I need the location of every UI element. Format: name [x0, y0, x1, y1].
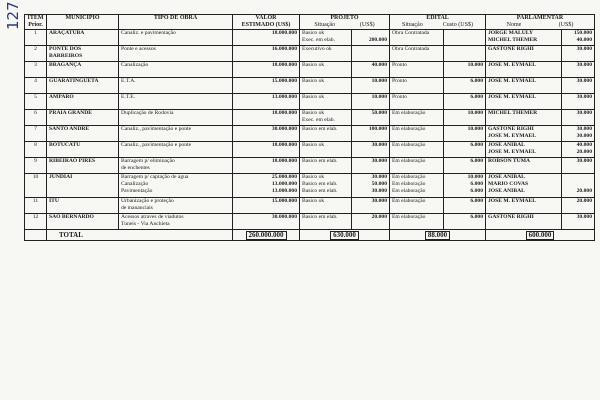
total-parlamentar [486, 230, 595, 241]
projeto-us-cell: 10.000 [352, 78, 390, 94]
edital-situacao-cell: Em elaboração [390, 198, 444, 214]
total-parlamentar-value: 600.000 [526, 231, 555, 240]
tipo-cell: Duplicação de Rodovia [119, 110, 233, 126]
total-label-cell [47, 230, 233, 241]
valor-cell: 15.000.000 [233, 78, 300, 94]
municipio-cell: RIBEIRAO PIRES [47, 158, 119, 174]
edital-situacao-cell: Pronto [390, 94, 444, 110]
item-number: 7 [25, 126, 47, 142]
parlamentar-us-cell: 30.000 [562, 46, 595, 62]
parlamentar-us-cell: 20.000 [562, 198, 595, 214]
edital-situacao-cell: Em elaboração [390, 126, 444, 142]
projeto-us-cell: 30.000 [352, 142, 390, 158]
projeto-situacao-cell: Basico ok [300, 62, 352, 78]
projeto-us-cell: 30.000 50.000 30.000 [352, 174, 390, 198]
valor-cell: 30.000.000 [233, 126, 300, 142]
handwritten-page-number: 127 [4, 1, 22, 30]
projeto-situacao-cell: Basico ok [300, 78, 352, 94]
header-projeto: PROJETO Situação (US$) [300, 15, 390, 30]
table-row [25, 30, 595, 46]
header-municipio: MUNICIPIO [47, 15, 119, 30]
projeto-us-cell: 30.000 [352, 158, 390, 174]
valor-cell: 18.000.000 [233, 142, 300, 158]
total-edital-value: 88.000 [425, 231, 450, 240]
projeto-us-cell: 10.000 [352, 94, 390, 110]
parlamentar-nome-cell: JOSE ANIBAL MARIO COVAS JOSE ANIBAL [486, 174, 562, 198]
edital-custo-cell: 10.000 6.000 6.000 [444, 174, 486, 198]
parlamentar-us-cell: 150.000 40.000 [562, 30, 595, 46]
parlamentar-us-cell: 30.000 [562, 62, 595, 78]
header-row-top [25, 15, 595, 30]
table-row [25, 198, 595, 214]
total-row [25, 230, 595, 241]
parlamentar-nome-cell: GASTONE RIGHI JOSE M. EYMAEL [486, 126, 562, 142]
edital-situacao-cell: Obra Contratada [390, 30, 444, 46]
item-number: 6 [25, 110, 47, 126]
table-row [25, 126, 595, 142]
parlamentar-nome-cell: JOSE M. EYMAEL [486, 94, 562, 110]
parlamentar-us-cell: 20.000 [562, 174, 595, 198]
parlamentar-us-cell: 30.000 [562, 94, 595, 110]
works-table [24, 14, 595, 241]
municipio-cell: PONTE DOS BARREIROS [47, 46, 119, 62]
tipo-cell: E.T.E. [119, 94, 233, 110]
item-number: 9 [25, 158, 47, 174]
header-edital: EDITAL Situação Custo (US$) [390, 15, 486, 30]
item-number: 10 [25, 174, 47, 198]
tipo-cell: Barragem p/ captação de agua Canalização Pavimentação [119, 174, 233, 198]
municipio-cell: BRAGANÇA [47, 62, 119, 78]
total-label: TOTAL [59, 230, 83, 239]
table-row [25, 62, 595, 78]
projeto-us-cell: 20.000 [352, 214, 390, 230]
valor-cell: 25.000.000 13.000.000 13.000.000 [233, 174, 300, 198]
header-tipo: TIPO DE OBRA [119, 15, 233, 30]
projeto-situacao-cell: Basico ok [300, 94, 352, 110]
tipo-cell: Canaliz., pavimentação e ponte [119, 142, 233, 158]
edital-situacao-cell: Em elaboração [390, 214, 444, 230]
table-row [25, 94, 595, 110]
parlamentar-us-cell: 40.000 20.000 [562, 142, 595, 158]
projeto-us-cell: 40.000 [352, 62, 390, 78]
parlamentar-nome-cell: JORGE MALULY MICHEL THEMER [486, 30, 562, 46]
edital-custo-cell: 6.000 [444, 94, 486, 110]
municipio-cell: SAO BERNARDO [47, 214, 119, 230]
total-valor-value: 260.000.000 [246, 231, 287, 240]
municipio-cell: BOTUCATU [47, 142, 119, 158]
edital-custo-cell [444, 30, 486, 46]
projeto-situacao-cell: Basico em elab. [300, 126, 352, 142]
edital-situacao-cell: Pronto [390, 62, 444, 78]
parlamentar-nome-cell: ROBSON TUMA [486, 158, 562, 174]
projeto-situacao-cell: Basico em elab. [300, 158, 352, 174]
tipo-cell: Canaliz., pavimentação e ponte [119, 126, 233, 142]
parlamentar-us-cell: 30.000 [562, 78, 595, 94]
edital-custo-cell: 10.000 [444, 62, 486, 78]
edital-custo-cell: 10.000 [444, 126, 486, 142]
table-row [25, 110, 595, 126]
table-row [25, 46, 595, 62]
item-number: 4 [25, 78, 47, 94]
projeto-situacao-cell: Basico ok [300, 198, 352, 214]
projeto-situacao-cell: Basico em elab. [300, 214, 352, 230]
table-row [25, 78, 595, 94]
projeto-situacao-cell: Executivo ok [300, 46, 352, 62]
total-edital [390, 230, 486, 241]
projeto-situacao-cell: Basico ok Basico em elab. Basico em elab. [300, 174, 352, 198]
edital-custo-cell: 6.000 [444, 142, 486, 158]
total-valor [233, 230, 300, 241]
item-number: 8 [25, 142, 47, 158]
projeto-situacao-cell: Basico ok Exec. em elab. [300, 30, 352, 46]
table-row [25, 158, 595, 174]
municipio-cell: AMPARO [47, 94, 119, 110]
municipio-cell: JUNDIAI [47, 174, 119, 198]
tipo-cell: Barragem p/ eliminação de enchentes [119, 158, 233, 174]
edital-situacao-cell: Em elaboração [390, 158, 444, 174]
parlamentar-nome-cell: JOSE M. EYMAEL [486, 78, 562, 94]
total-projeto [300, 230, 390, 241]
edital-situacao-cell: Em elaboração Em elaboração Em elaboração [390, 174, 444, 198]
edital-custo-cell: 6.000 [444, 158, 486, 174]
municipio-cell: GUARATINGUETA [47, 78, 119, 94]
header-valor: VALOR ESTIMADO (US$) [233, 15, 300, 30]
tipo-cell: Acessos atraves de viadutos Tuneis - Via Anchieta [119, 214, 233, 230]
projeto-us-cell: 100.000 [352, 126, 390, 142]
projeto-situacao-cell: Basico ok [300, 142, 352, 158]
item-number: 5 [25, 94, 47, 110]
edital-situacao-cell: Obra Contratada [390, 46, 444, 62]
tipo-cell: Canaliz. e pavimentação [119, 30, 233, 46]
valor-cell: 30.000.000 [233, 214, 300, 230]
parlamentar-nome-cell: JOSE M. EYMAEL [486, 198, 562, 214]
table-row [25, 214, 595, 230]
valor-cell: 15.000.000 [233, 198, 300, 214]
tipo-cell: Ponte e acessos [119, 46, 233, 62]
total-projeto-value: 630.000 [330, 231, 359, 240]
item-number: 2 [25, 46, 47, 62]
valor-cell: 13.000.000 [233, 94, 300, 110]
parlamentar-us-cell: 30.000 [562, 158, 595, 174]
municipio-cell: SANTO ANDRE [47, 126, 119, 142]
item-number: 3 [25, 62, 47, 78]
projeto-us-cell [352, 46, 390, 62]
parlamentar-nome-cell: GASTONE RIGHI [486, 214, 562, 230]
tipo-cell: E.T.A. [119, 78, 233, 94]
tipo-cell: Urbanização e proteção de mananciais [119, 198, 233, 214]
parlamentar-nome-cell: JOSE M. EYMAEL [486, 62, 562, 78]
valor-cell: 16.000.000 [233, 46, 300, 62]
projeto-us-cell: 30.000 [352, 198, 390, 214]
parlamentar-us-cell: 30.000 [562, 214, 595, 230]
parlamentar-nome-cell: GASTONE RIGHI [486, 46, 562, 62]
header-parlamentar: PARLAMENTAR Nome (US$) [486, 15, 595, 30]
municipio-cell: PRAIA GRANDE [47, 110, 119, 126]
table-row [25, 142, 595, 158]
valor-cell: 18.000.000 [233, 30, 300, 46]
parlamentar-nome-cell: MICHEL THEMER [486, 110, 562, 126]
item-number: 1 [25, 30, 47, 46]
projeto-situacao-cell: Basico ok Exec. em elab. [300, 110, 352, 126]
edital-custo-cell: 6.000 [444, 198, 486, 214]
header-item: ITEM Prior. [25, 15, 47, 30]
valor-cell: 18.000.000 [233, 62, 300, 78]
item-number: 12 [25, 214, 47, 230]
projeto-us-cell: 50.000 [352, 110, 390, 126]
parlamentar-us-cell: 30.000 [562, 110, 595, 126]
edital-situacao-cell: Em elaboração [390, 142, 444, 158]
tipo-cell: Canalização [119, 62, 233, 78]
parlamentar-nome-cell: JOSE ANIBAL JOSE M. EYMAEL [486, 142, 562, 158]
edital-situacao-cell: Em elaboração [390, 110, 444, 126]
table-row [25, 174, 595, 198]
municipio-cell: ARAÇATUBA [47, 30, 119, 46]
edital-custo-cell: 6.000 [444, 78, 486, 94]
municipio-cell: ITU [47, 198, 119, 214]
valor-cell: 18.000.000 [233, 158, 300, 174]
projeto-us-cell: 200.000 [352, 30, 390, 46]
valor-cell: 18.000.000 [233, 110, 300, 126]
edital-custo-cell [444, 46, 486, 62]
edital-custo-cell: 6.000 [444, 214, 486, 230]
parlamentar-us-cell: 30.000 30.000 [562, 126, 595, 142]
edital-custo-cell: 10.000 [444, 110, 486, 126]
total-blank [25, 230, 47, 241]
edital-situacao-cell: Pronto [390, 78, 444, 94]
item-number: 11 [25, 198, 47, 214]
